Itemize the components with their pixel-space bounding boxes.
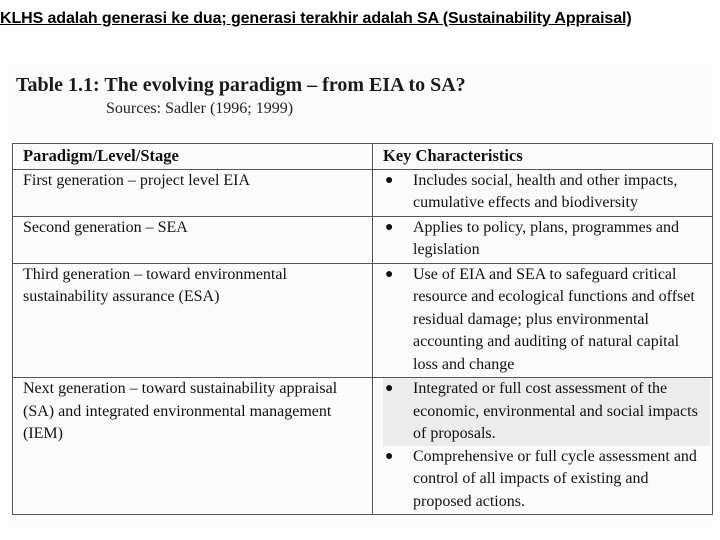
- bullet-icon: ●: [385, 448, 394, 464]
- bullet-icon: ●: [385, 172, 394, 188]
- characteristics-cell: [373, 378, 713, 515]
- header-stage: Paradigm/Level/Stage: [13, 144, 373, 170]
- header-characteristics: Key Characteristics: [373, 144, 713, 170]
- stage-cell: Second generation – SEA: [13, 216, 373, 263]
- table-row: [13, 216, 713, 263]
- table-row: [13, 378, 713, 515]
- bullet-icon: ●: [385, 219, 394, 235]
- paradigm-table: [12, 143, 713, 515]
- table-header-row: [13, 144, 713, 170]
- stage-cell: Third generation – toward environmental sustainability assurance (ESA): [13, 263, 373, 378]
- slide-heading: KLHS adalah generasi ke dua; generasi terakhir adalah SA (Sustainability Appraisal): [0, 10, 632, 27]
- characteristic-item: ● Integrated or full cost assessment of the economic, environmental and social impacts of proposals.: [383, 378, 710, 446]
- characteristic-item: ● Comprehensive or full cycle assessment and control of all impacts of existing and proposed actions.: [385, 447, 697, 510]
- characteristics-cell: [373, 169, 713, 216]
- table-row: [13, 169, 713, 216]
- table-sources: Sources: Sadler (1996; 1999): [106, 100, 294, 117]
- characteristic-item: ● Includes social, health and other impacts, cumulative effects and biodiversity: [385, 171, 678, 211]
- table-row: [13, 263, 713, 378]
- bullet-icon: ●: [385, 381, 394, 396]
- stage-cell: First generation – project level EIA: [13, 169, 373, 216]
- bullet-icon: ●: [385, 266, 394, 282]
- table-caption: Table 1.1: The evolving paradigm – from EIA to SA?: [16, 74, 466, 96]
- characteristics-cell: [373, 263, 713, 378]
- characteristic-item: ● Use of EIA and SEA to safeguard critical resource and ecological functions and offset residual damage; plus environmental accounting and auditing of natural capital loss and change: [385, 265, 695, 373]
- scanned-document: [8, 64, 712, 528]
- stage-cell: Next generation – toward sustainability appraisal (SA) and integrated environmental management (IEM): [13, 378, 373, 515]
- characteristics-cell: [373, 216, 713, 263]
- characteristic-item: ● Applies to policy, plans, programmes and legislation: [385, 218, 680, 258]
